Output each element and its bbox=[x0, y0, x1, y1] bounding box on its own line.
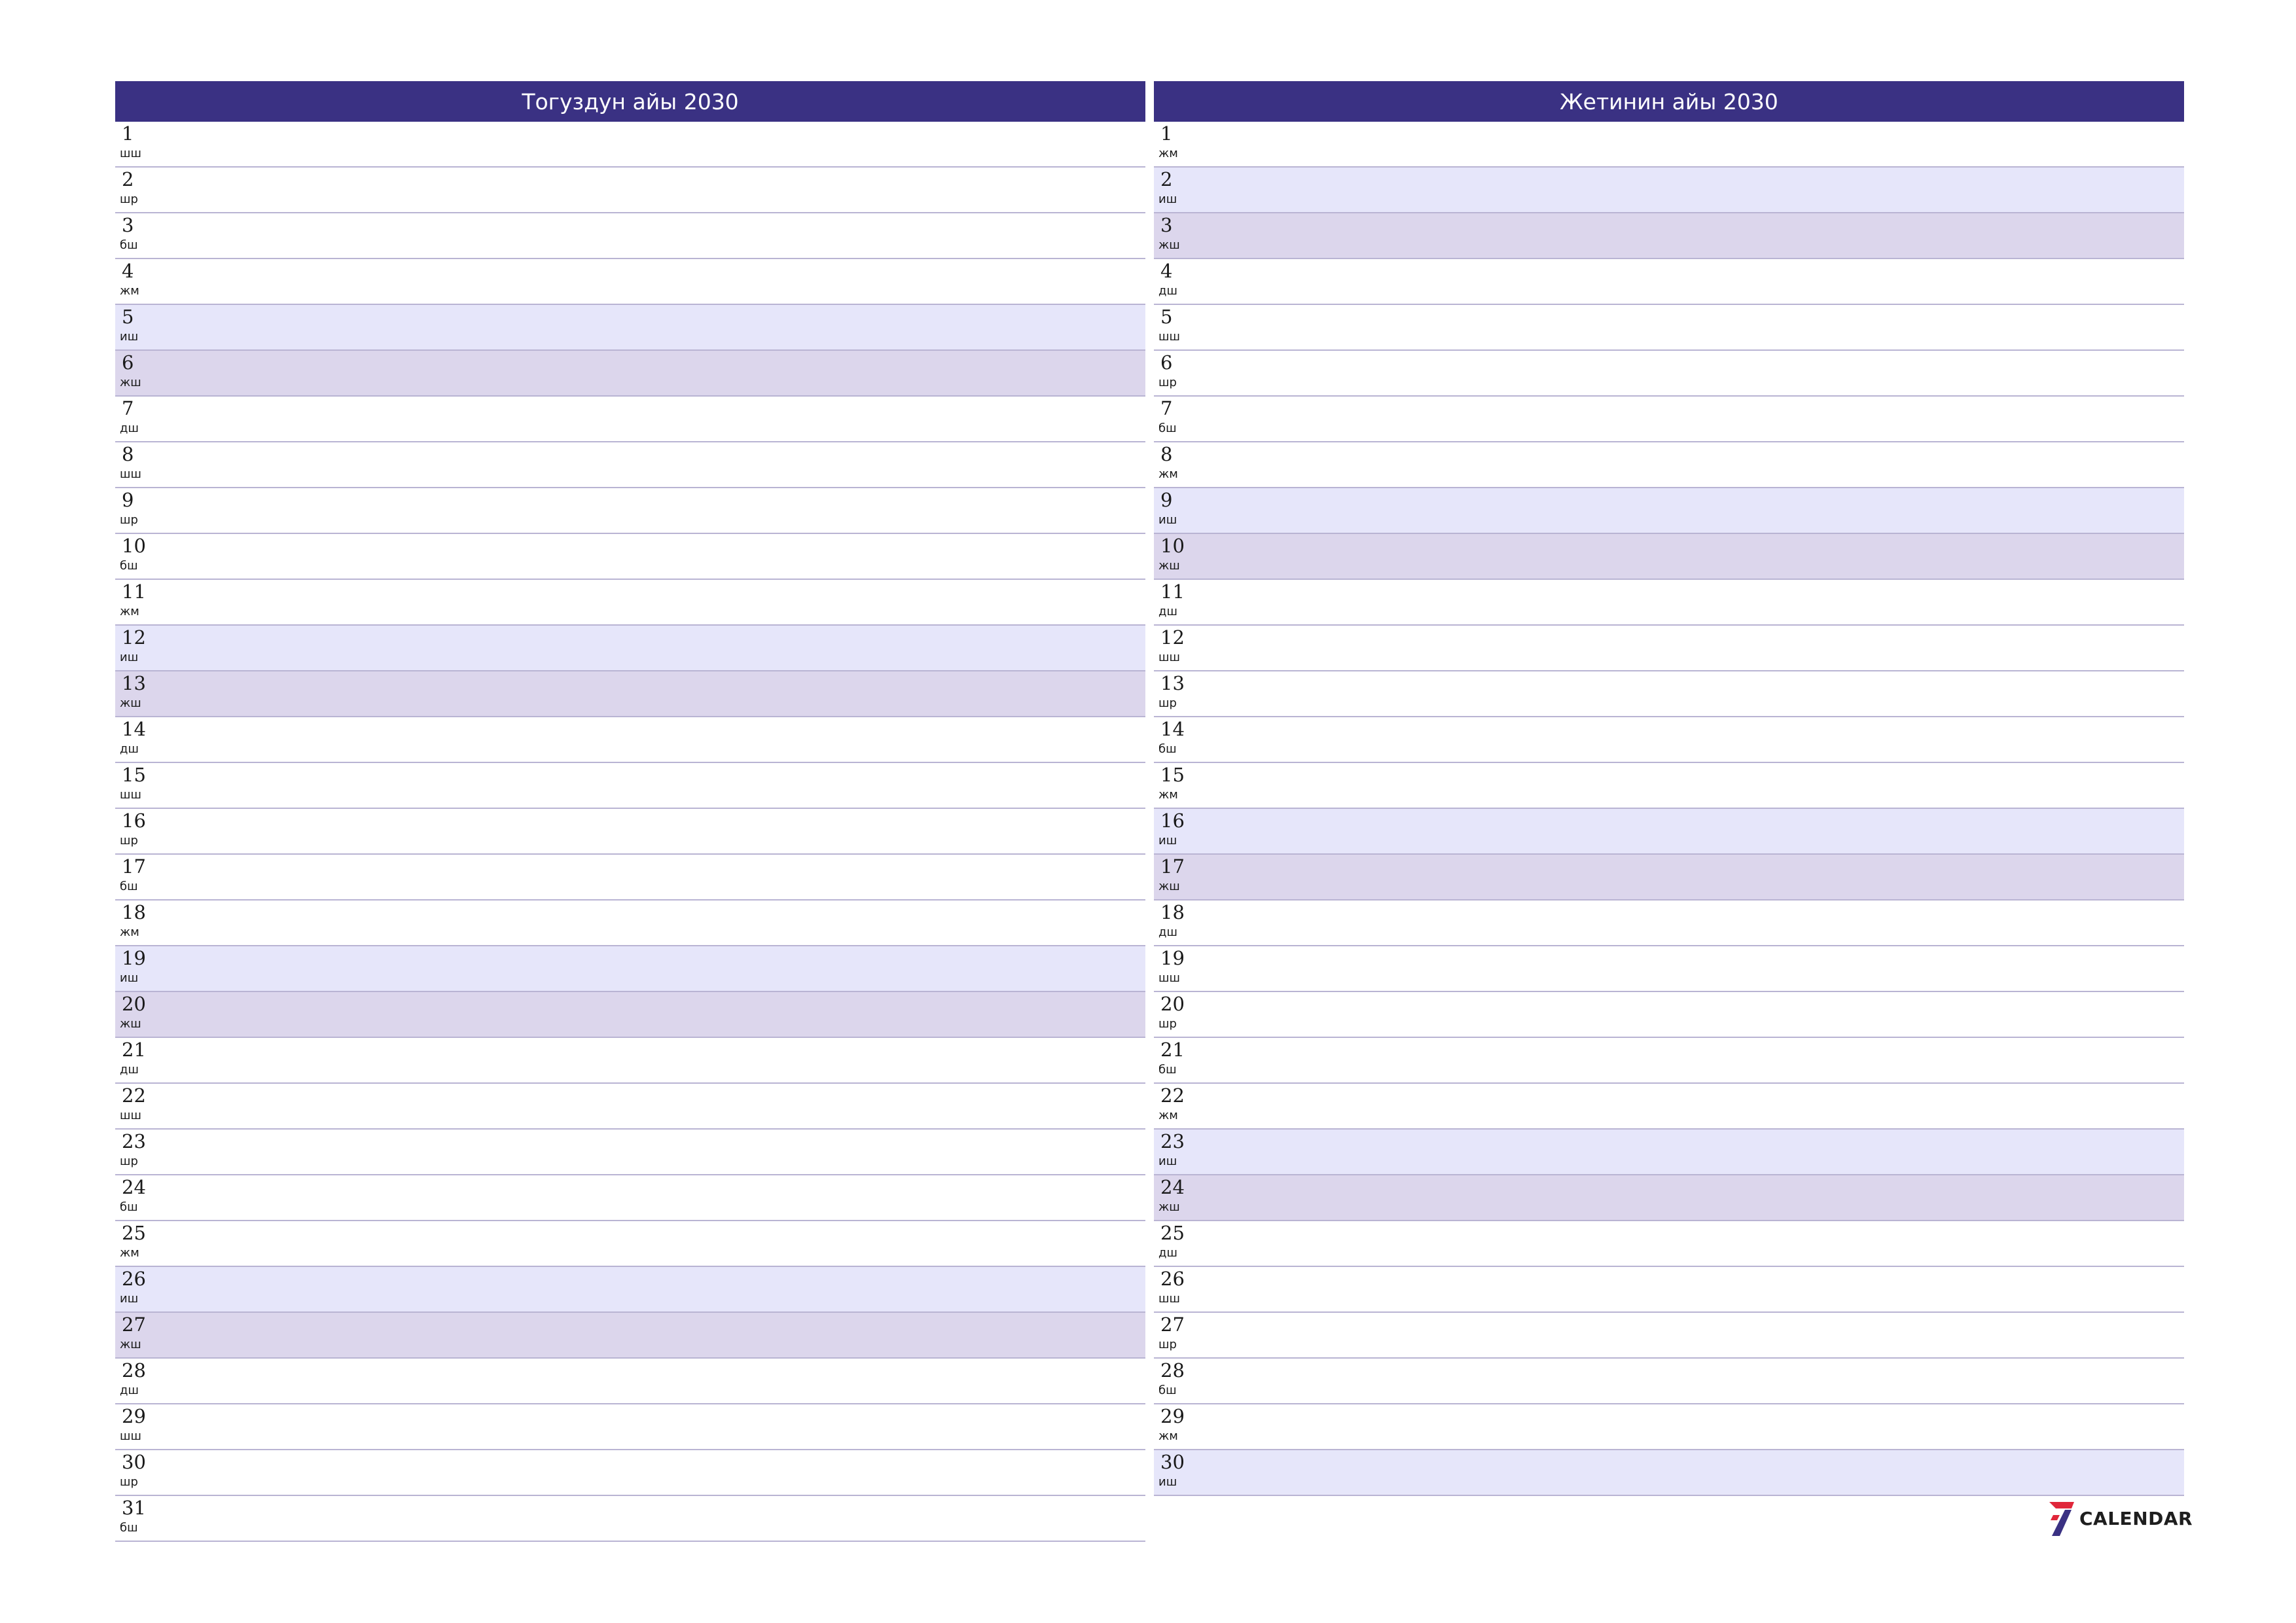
weekday-abbr: шш bbox=[1158, 971, 1180, 985]
day-number: 20 bbox=[122, 993, 146, 1015]
weekday-abbr: жш bbox=[1158, 559, 1180, 573]
day-row bbox=[115, 1130, 1145, 1175]
day-number: 19 bbox=[122, 947, 146, 969]
day-number: 6 bbox=[1160, 351, 1173, 374]
day-row bbox=[1154, 1221, 2184, 1267]
day-row bbox=[1154, 305, 2184, 351]
day-row bbox=[115, 488, 1145, 534]
day-number: 10 bbox=[1160, 535, 1185, 557]
day-row bbox=[1154, 1130, 2184, 1175]
day-number: 30 bbox=[1160, 1451, 1185, 1473]
day-row bbox=[115, 442, 1145, 488]
day-number: 25 bbox=[1160, 1222, 1185, 1244]
day-row bbox=[115, 1450, 1145, 1496]
day-row bbox=[115, 626, 1145, 671]
day-row bbox=[115, 1038, 1145, 1084]
day-row bbox=[115, 855, 1145, 901]
weekday-abbr: жм bbox=[120, 1246, 139, 1260]
weekday-abbr: шш bbox=[1158, 330, 1180, 344]
day-row bbox=[1154, 809, 2184, 855]
day-number: 21 bbox=[122, 1039, 146, 1061]
weekday-abbr: шр bbox=[1158, 376, 1177, 389]
day-number: 23 bbox=[1160, 1130, 1185, 1152]
day-row bbox=[1154, 855, 2184, 901]
weekday-abbr: бш bbox=[1158, 1063, 1177, 1077]
day-number: 28 bbox=[122, 1359, 146, 1382]
day-number: 8 bbox=[1160, 443, 1173, 465]
weekday-abbr: жш bbox=[120, 1017, 141, 1031]
day-number: 14 bbox=[1160, 718, 1185, 740]
day-number: 21 bbox=[1160, 1039, 1185, 1061]
day-number: 5 bbox=[122, 306, 134, 328]
day-number: 31 bbox=[122, 1497, 146, 1519]
weekday-abbr: шр bbox=[120, 513, 138, 527]
day-row bbox=[115, 1496, 1145, 1542]
day-row bbox=[115, 946, 1145, 992]
weekday-abbr: иш bbox=[120, 1292, 139, 1306]
seven-logo-icon bbox=[2045, 1499, 2075, 1537]
weekday-abbr: шш bbox=[120, 1429, 141, 1443]
weekday-abbr: шр bbox=[120, 1475, 138, 1489]
day-row bbox=[1154, 397, 2184, 442]
day-row bbox=[1154, 168, 2184, 213]
weekday-abbr: бш bbox=[1158, 421, 1177, 435]
day-number: 5 bbox=[1160, 306, 1173, 328]
day-row bbox=[1154, 1313, 2184, 1359]
brand-logo bbox=[2045, 1499, 2193, 1538]
weekday-abbr: иш bbox=[1158, 192, 1177, 206]
weekday-abbr: шр bbox=[120, 1154, 138, 1168]
day-row bbox=[1154, 442, 2184, 488]
weekday-abbr: шр bbox=[120, 834, 138, 847]
weekday-abbr: жм bbox=[1158, 788, 1178, 802]
day-number: 27 bbox=[122, 1313, 146, 1336]
weekday-abbr: шш bbox=[1158, 651, 1180, 664]
day-row bbox=[115, 1359, 1145, 1404]
day-row bbox=[115, 351, 1145, 397]
day-number: 1 bbox=[122, 122, 134, 145]
weekday-abbr: иш bbox=[1158, 513, 1177, 527]
day-row bbox=[115, 1221, 1145, 1267]
weekday-abbr: жш bbox=[120, 696, 141, 710]
day-number: 26 bbox=[1160, 1268, 1185, 1290]
day-number: 19 bbox=[1160, 947, 1185, 969]
weekday-abbr: иш bbox=[120, 330, 139, 344]
weekday-abbr: иш bbox=[1158, 834, 1177, 847]
weekday-abbr: жм bbox=[1158, 467, 1178, 481]
day-row bbox=[1154, 1175, 2184, 1221]
day-number: 24 bbox=[1160, 1176, 1185, 1198]
day-number: 28 bbox=[1160, 1359, 1185, 1382]
day-row bbox=[115, 213, 1145, 259]
day-row bbox=[1154, 901, 2184, 946]
weekday-abbr: бш bbox=[120, 238, 138, 252]
day-row bbox=[1154, 1038, 2184, 1084]
day-row bbox=[115, 763, 1145, 809]
day-row bbox=[1154, 946, 2184, 992]
day-row bbox=[1154, 488, 2184, 534]
day-number: 12 bbox=[1160, 626, 1185, 649]
day-row bbox=[115, 717, 1145, 763]
day-number: 15 bbox=[1160, 764, 1185, 786]
day-number: 29 bbox=[1160, 1405, 1185, 1427]
day-row bbox=[115, 305, 1145, 351]
weekday-abbr: шш bbox=[120, 1109, 141, 1122]
weekday-abbr: жш bbox=[1158, 880, 1180, 893]
day-row bbox=[1154, 534, 2184, 580]
day-row bbox=[1154, 580, 2184, 626]
day-row bbox=[115, 534, 1145, 580]
day-row bbox=[1154, 717, 2184, 763]
day-number: 13 bbox=[122, 672, 146, 694]
weekday-abbr: иш bbox=[1158, 1154, 1177, 1168]
day-number: 27 bbox=[1160, 1313, 1185, 1336]
day-number: 3 bbox=[122, 214, 134, 236]
day-number: 23 bbox=[122, 1130, 146, 1152]
weekday-abbr: дш bbox=[1158, 284, 1177, 298]
month-title: Тогуздун айы 2030 bbox=[115, 81, 1145, 122]
day-number: 24 bbox=[122, 1176, 146, 1198]
weekday-abbr: дш bbox=[1158, 925, 1177, 939]
day-row bbox=[115, 992, 1145, 1038]
day-row bbox=[115, 122, 1145, 168]
weekday-abbr: бш bbox=[1158, 1383, 1177, 1397]
day-number: 22 bbox=[1160, 1084, 1185, 1107]
weekday-abbr: жм bbox=[1158, 1429, 1178, 1443]
day-row bbox=[1154, 122, 2184, 168]
day-number: 17 bbox=[1160, 855, 1185, 878]
day-number: 15 bbox=[122, 764, 146, 786]
weekday-abbr: дш bbox=[1158, 605, 1177, 618]
day-row bbox=[115, 580, 1145, 626]
day-row bbox=[115, 1404, 1145, 1450]
day-number: 7 bbox=[122, 397, 134, 419]
weekday-abbr: иш bbox=[120, 651, 139, 664]
weekday-abbr: шш bbox=[120, 467, 141, 481]
weekday-abbr: бш bbox=[120, 1521, 138, 1535]
weekday-abbr: иш bbox=[1158, 1475, 1177, 1489]
weekday-abbr: жш bbox=[120, 1338, 141, 1351]
day-number: 11 bbox=[1160, 580, 1185, 603]
day-number: 9 bbox=[1160, 489, 1173, 511]
day-number: 13 bbox=[1160, 672, 1185, 694]
day-row bbox=[115, 168, 1145, 213]
day-number: 16 bbox=[1160, 810, 1185, 832]
weekday-abbr: шр bbox=[1158, 1017, 1177, 1031]
day-number: 14 bbox=[122, 718, 146, 740]
day-row bbox=[1154, 626, 2184, 671]
month-column-right bbox=[1154, 81, 2184, 1496]
weekday-abbr: жм bbox=[120, 605, 139, 618]
month-title: Жетинин айы 2030 bbox=[1154, 81, 2184, 122]
day-number: 6 bbox=[122, 351, 134, 374]
weekday-abbr: иш bbox=[120, 971, 139, 985]
weekday-abbr: жм bbox=[1158, 1109, 1178, 1122]
day-number: 2 bbox=[122, 168, 134, 190]
day-number: 22 bbox=[122, 1084, 146, 1107]
day-number: 18 bbox=[122, 901, 146, 923]
weekday-abbr: шш bbox=[120, 147, 141, 160]
weekday-abbr: жм bbox=[1158, 147, 1178, 160]
day-row bbox=[115, 1084, 1145, 1130]
weekday-abbr: дш bbox=[120, 1063, 139, 1077]
day-row bbox=[115, 397, 1145, 442]
weekday-abbr: шр bbox=[1158, 1338, 1177, 1351]
day-row bbox=[115, 259, 1145, 305]
day-number: 25 bbox=[122, 1222, 146, 1244]
day-number: 26 bbox=[122, 1268, 146, 1290]
day-number: 30 bbox=[122, 1451, 146, 1473]
day-number: 8 bbox=[122, 443, 134, 465]
day-number: 9 bbox=[122, 489, 134, 511]
day-row bbox=[1154, 763, 2184, 809]
day-number: 1 bbox=[1160, 122, 1173, 145]
month-column-left bbox=[115, 81, 1145, 1542]
weekday-abbr: жш bbox=[120, 376, 141, 389]
weekday-abbr: бш bbox=[120, 1200, 138, 1214]
weekday-abbr: шр bbox=[1158, 696, 1177, 710]
weekday-abbr: бш bbox=[1158, 742, 1177, 756]
day-row bbox=[1154, 259, 2184, 305]
day-row bbox=[115, 1175, 1145, 1221]
day-number: 7 bbox=[1160, 397, 1173, 419]
day-row bbox=[1154, 1450, 2184, 1496]
weekday-abbr: дш bbox=[120, 421, 139, 435]
weekday-abbr: дш bbox=[120, 742, 139, 756]
day-row bbox=[115, 901, 1145, 946]
day-number: 20 bbox=[1160, 993, 1185, 1015]
day-row bbox=[1154, 671, 2184, 717]
weekday-abbr: бш bbox=[120, 559, 138, 573]
day-number: 18 bbox=[1160, 901, 1185, 923]
day-list bbox=[1154, 122, 2184, 1496]
day-row bbox=[115, 1267, 1145, 1313]
weekday-abbr: шш bbox=[120, 788, 141, 802]
weekday-abbr: жм bbox=[120, 925, 139, 939]
weekday-abbr: бш bbox=[120, 880, 138, 893]
weekday-abbr: дш bbox=[1158, 1246, 1177, 1260]
day-number: 29 bbox=[122, 1405, 146, 1427]
day-number: 10 bbox=[122, 535, 146, 557]
day-number: 12 bbox=[122, 626, 146, 649]
day-list bbox=[115, 122, 1145, 1542]
day-number: 2 bbox=[1160, 168, 1173, 190]
day-row bbox=[115, 671, 1145, 717]
day-row bbox=[1154, 1084, 2184, 1130]
day-row bbox=[1154, 213, 2184, 259]
day-number: 11 bbox=[122, 580, 146, 603]
day-row bbox=[115, 1313, 1145, 1359]
day-number: 4 bbox=[122, 260, 134, 282]
weekday-abbr: жш bbox=[1158, 238, 1180, 252]
weekday-abbr: шш bbox=[1158, 1292, 1180, 1306]
day-row bbox=[1154, 1267, 2184, 1313]
weekday-abbr: жм bbox=[120, 284, 139, 298]
weekday-abbr: шр bbox=[120, 192, 138, 206]
day-row bbox=[115, 809, 1145, 855]
day-row bbox=[1154, 992, 2184, 1038]
day-number: 4 bbox=[1160, 260, 1173, 282]
day-number: 16 bbox=[122, 810, 146, 832]
day-row bbox=[1154, 1404, 2184, 1450]
day-row bbox=[1154, 1359, 2184, 1404]
weekday-abbr: жш bbox=[1158, 1200, 1180, 1214]
weekday-abbr: дш bbox=[120, 1383, 139, 1397]
day-number: 17 bbox=[122, 855, 146, 878]
day-row bbox=[1154, 351, 2184, 397]
day-number: 3 bbox=[1160, 214, 1173, 236]
logo-text: CALENDAR bbox=[2079, 1507, 2193, 1529]
